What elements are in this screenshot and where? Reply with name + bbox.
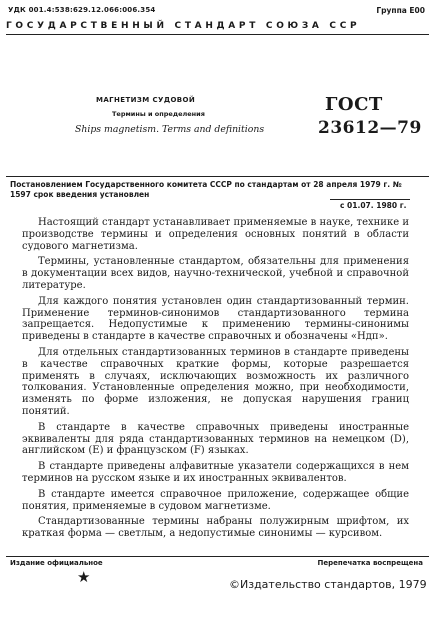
body-paragraph: Стандартизованные термины набраны полужирным шрифтом, их краткая форма — светлым, а недопустимые синонимы — курсивом.: [22, 516, 409, 540]
footer-rule: [6, 556, 429, 557]
body-paragraph: В стандарте в качестве справочных приведены иностранные эквиваленты для ряда стандартизованных терминов на немецком (D), английском (E) и французском (F) языках.: [22, 421, 409, 457]
body-paragraph: Для отдельных стандартизованных терминов в стандарте приведены в качестве справочных краткие формы, которые разрешается применять в случаях, исключающих возможность их различного толкования. Установленные определения можно, при необходимости, изменять по форме изложения, не допуская нарушения границ понятий.: [22, 346, 409, 417]
document-subtitle-ru: Термины и определения: [112, 110, 205, 118]
body-paragraph: Настоящий стандарт устанавливает применяемые в науке, технике и производстве термины и определения основных понятий в области судового магнетизма.: [22, 217, 409, 252]
effective-date: с 01.07. 1980 г.: [340, 201, 407, 210]
reprint-prohibited-label: Перепечатка воспрещена: [317, 559, 423, 567]
official-edition-label: Издание официальное: [10, 559, 103, 567]
standard-title: ГОСУДАРСТВЕННЫЙ СТАНДАРТ СОЮЗА ССР: [6, 21, 361, 31]
body-paragraph: Для каждого понятия установлен один стандартизованный термин. Применение терминов-синонимов стандартизованного термина запрещается. Недопустимые к применению термины-синонимы приведены в стандарте в качестве справочных и обозначены «Ндп».: [22, 295, 409, 343]
gost-number: 23612—79: [318, 118, 422, 138]
decree-rule: [6, 176, 429, 177]
document-title-ru: МАГНЕТИЗМ СУДОВОЙ: [96, 96, 196, 104]
gost-label: ГОСТ: [325, 94, 383, 115]
body-text: [22, 217, 409, 544]
body-paragraph: В стандарте приведены алфавитные указатели содержащихся в нем терминов на русском языке и их иностранных эквивалентов.: [22, 461, 409, 484]
decree-text: Постановлением Государственного комитета СССР по стандартам от 28 апреля 1979 г. № 1597 срок введения установлен: [10, 180, 402, 199]
publisher-copyright: ©Издательство стандартов, 1979: [229, 578, 427, 591]
udk-code: УДК 001.4:538:629.12.066:006.354: [8, 6, 156, 14]
group-code: Группа Е00: [376, 6, 425, 15]
document-title-en: Ships magnetism. Terms and definitions: [75, 124, 265, 135]
date-rule: [330, 199, 410, 200]
body-paragraph: В стандарте имеется справочное приложение, содержащее общие понятия, применяемые в судовом магнетизме.: [22, 488, 409, 512]
star-icon: ★: [77, 568, 91, 586]
body-paragraph: Термины, установленные стандартом, обязательны для применения в документации всех видов, научно-технической, учебной и справочной литературе.: [22, 256, 409, 291]
